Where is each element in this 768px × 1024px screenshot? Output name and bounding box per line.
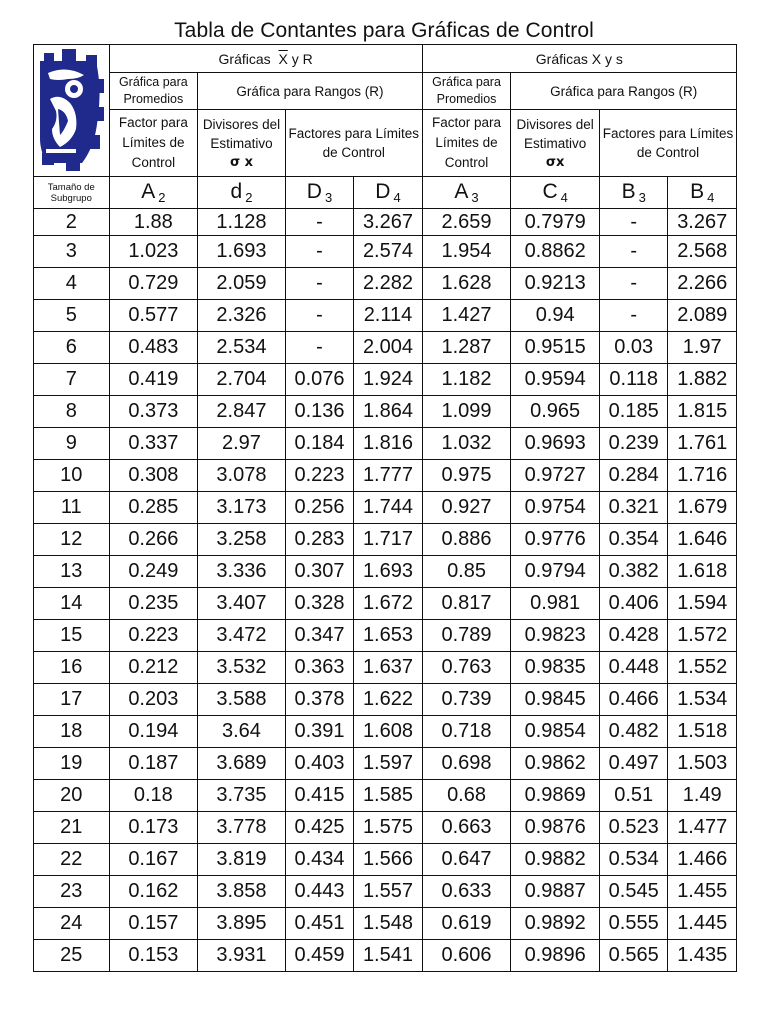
desc-factor-limites-left: Factor para Límites de Control [109,110,198,177]
symbol-letter: D [375,180,391,203]
cell-b4: 1.572 [668,620,737,652]
cell-b4: 1.445 [668,908,737,940]
cell-d3: 0.415 [285,780,353,812]
cell-d2: 3.735 [198,780,286,812]
symbol-subscript: 2 [245,190,253,205]
cell-a2: 1.023 [109,236,198,268]
cell-d4: 1.816 [354,428,422,460]
cell-a3: 1.954 [422,236,511,268]
cell-d3: - [285,268,353,300]
cell-n: 7 [34,364,110,396]
cell-b4: 2.568 [668,236,737,268]
symbol-letter: d [230,180,243,203]
cell-b3: 0.448 [599,652,667,684]
cell-d4: 1.557 [354,876,422,908]
cell-n: 9 [34,428,110,460]
symbol-header-d2-1 [198,177,286,209]
cell-a3: 1.628 [422,268,511,300]
cell-c4: 0.9835 [511,652,600,684]
cell-d2: 3.778 [198,812,286,844]
cell-n: 5 [34,300,110,332]
cell-b4: 1.518 [668,716,737,748]
cell-a3: 0.619 [422,908,511,940]
constants-table [33,44,737,972]
symbol-subscript: 3 [471,190,479,205]
cell-c4: 0.9594 [511,364,600,396]
cell-n: 4 [34,268,110,300]
cell-d3: - [285,332,353,364]
cell-d2: 3.336 [198,556,286,588]
cell-a2: 0.373 [109,396,198,428]
cell-d2: 3.819 [198,844,286,876]
cell-d2: 3.931 [198,940,286,972]
cell-d4: 1.622 [354,684,422,716]
cell-a2: 0.194 [109,716,198,748]
cell-d4: 2.004 [354,332,422,364]
cell-d4: 2.114 [354,300,422,332]
cell-d3: 0.328 [285,588,353,620]
cell-n: 10 [34,460,110,492]
cell-a3: 0.663 [422,812,511,844]
cell-d2: 3.64 [198,716,286,748]
table-row [34,332,737,364]
cell-n: 17 [34,684,110,716]
table-row [34,844,737,876]
cell-c4: 0.9754 [511,492,600,524]
table-row [34,236,737,268]
symbol-header-b3-6 [599,177,667,209]
cell-n: 12 [34,524,110,556]
cell-a3: 0.606 [422,940,511,972]
cell-d4: 1.637 [354,652,422,684]
symbol-header-a2-0 [109,177,198,209]
cell-b3: 0.406 [599,588,667,620]
symbol-subscript: 4 [707,190,715,205]
cell-n: 18 [34,716,110,748]
cell-d3: 0.363 [285,652,353,684]
cell-a2: 0.187 [109,748,198,780]
cell-d4: 1.597 [354,748,422,780]
cell-n: 19 [34,748,110,780]
cell-a2: 0.249 [109,556,198,588]
desc-divisores-left: Divisores del Estimativo σ x [198,110,286,177]
cell-b3: 0.428 [599,620,667,652]
cell-a3: 0.789 [422,620,511,652]
cell-c4: 0.7979 [511,209,600,236]
cell-a3: 0.739 [422,684,511,716]
subhead-promedios-left: Gráfica para Promedios [109,73,198,110]
cell-d4: 1.541 [354,940,422,972]
cell-b3: 0.185 [599,396,667,428]
cell-c4: 0.9823 [511,620,600,652]
cell-a2: 1.88 [109,209,198,236]
cell-a2: 0.577 [109,300,198,332]
cell-d2: 3.895 [198,908,286,940]
cell-a3: 1.099 [422,396,511,428]
symbol-subscript: 4 [560,190,568,205]
cell-a3: 1.427 [422,300,511,332]
cell-a3: 0.633 [422,876,511,908]
cell-b4: 1.761 [668,428,737,460]
table-row [34,364,737,396]
cell-b4: 1.477 [668,812,737,844]
symbol-header-c4-5 [511,177,600,209]
symbol-letter: D [306,180,322,203]
cell-d2: 1.693 [198,236,286,268]
cell-d2: 3.532 [198,652,286,684]
cell-a3: 0.975 [422,460,511,492]
cell-a2: 0.729 [109,268,198,300]
cell-b3: 0.03 [599,332,667,364]
symbol-header-d3-2 [285,177,353,209]
cell-d3: 0.391 [285,716,353,748]
cell-c4: 0.9876 [511,812,600,844]
cell-b4: 2.089 [668,300,737,332]
cell-a3: 0.763 [422,652,511,684]
cell-c4: 0.9869 [511,780,600,812]
cell-d4: 2.282 [354,268,422,300]
cell-b4: 1.466 [668,844,737,876]
table-row [34,492,737,524]
cell-b3: 0.382 [599,556,667,588]
cell-d4: 1.653 [354,620,422,652]
cell-b4: 1.97 [668,332,737,364]
cell-d3: 0.256 [285,492,353,524]
cell-a3: 0.647 [422,844,511,876]
cell-b4: 3.267 [668,209,737,236]
institution-gear-logo-icon [38,49,104,173]
cell-a3: 1.287 [422,332,511,364]
cell-c4: 0.9854 [511,716,600,748]
table-row [34,908,737,940]
desc-factores-limites-right: Factores para Límites de Control [599,110,736,177]
cell-d2: 3.407 [198,588,286,620]
cell-b3: - [599,300,667,332]
cell-a3: 1.032 [422,428,511,460]
cell-b4: 1.815 [668,396,737,428]
symbol-subscript: 4 [393,190,401,205]
cell-a2: 0.153 [109,940,198,972]
cell-d2: 3.078 [198,460,286,492]
cell-n: 2 [34,209,110,236]
cell-n: 16 [34,652,110,684]
cell-b3: 0.534 [599,844,667,876]
desc-factor-limites-right: Factor para Límites de Control [422,110,511,177]
group-header-x-s: Gráficas X y s [422,45,736,73]
cell-d2: 3.689 [198,748,286,780]
cell-b4: 1.435 [668,940,737,972]
subhead-promedios-right: Gráfica para Promedios [422,73,511,110]
cell-d4: 1.777 [354,460,422,492]
cell-b4: 1.534 [668,684,737,716]
cell-a3: 0.817 [422,588,511,620]
cell-b3: 0.321 [599,492,667,524]
cell-d3: 0.459 [285,940,353,972]
symbol-letter: A [141,180,156,203]
cell-n: 6 [34,332,110,364]
symbol-letter: B [621,180,636,203]
cell-b4: 1.552 [668,652,737,684]
table-row [34,876,737,908]
cell-d3: 0.076 [285,364,353,396]
cell-d3: 0.425 [285,812,353,844]
cell-b4: 1.49 [668,780,737,812]
table-row [34,428,737,460]
cell-a2: 0.212 [109,652,198,684]
cell-a3: 2.659 [422,209,511,236]
symbol-header-a3-4 [422,177,511,209]
table-row [34,396,737,428]
cell-b3: - [599,268,667,300]
cell-b3: - [599,236,667,268]
table-row [34,940,737,972]
cell-n: 22 [34,844,110,876]
cell-a2: 0.223 [109,620,198,652]
cell-c4: 0.9794 [511,556,600,588]
cell-n: 13 [34,556,110,588]
desc-divisores-right: Divisores del Estimativo σx [511,110,600,177]
cell-d4: 1.566 [354,844,422,876]
table-row [34,588,737,620]
table-row [34,209,737,236]
cell-d3: 0.403 [285,748,353,780]
cell-d4: 1.608 [354,716,422,748]
cell-a2: 0.235 [109,588,198,620]
cell-b3: 0.482 [599,716,667,748]
cell-d3: 0.347 [285,620,353,652]
cell-c4: 0.9213 [511,268,600,300]
cell-c4: 0.9892 [511,908,600,940]
cell-b3: - [599,209,667,236]
table-row [34,780,737,812]
table-row [34,460,737,492]
cell-b4: 1.503 [668,748,737,780]
logo-cell [34,45,110,177]
subhead-rangos-right: Gráfica para Rangos (R) [511,73,737,110]
cell-d3: 0.451 [285,908,353,940]
cell-a2: 0.162 [109,876,198,908]
cell-b3: 0.523 [599,812,667,844]
cell-c4: 0.981 [511,588,600,620]
cell-d2: 2.97 [198,428,286,460]
table-row [34,716,737,748]
cell-b3: 0.239 [599,428,667,460]
symbol-header-d4-3 [354,177,422,209]
cell-n: 21 [34,812,110,844]
table-row [34,524,737,556]
cell-n: 23 [34,876,110,908]
cell-a2: 0.483 [109,332,198,364]
table-row [34,620,737,652]
cell-b3: 0.354 [599,524,667,556]
cell-a2: 0.266 [109,524,198,556]
cell-a2: 0.419 [109,364,198,396]
cell-d2: 3.588 [198,684,286,716]
cell-d4: 1.717 [354,524,422,556]
cell-b3: 0.51 [599,780,667,812]
cell-a2: 0.308 [109,460,198,492]
table-row [34,684,737,716]
group-header-xbar-r: Gráficas $\overline{X}$ y R [109,45,422,73]
cell-d2: 2.847 [198,396,286,428]
cell-b3: 0.118 [599,364,667,396]
cell-a3: 0.85 [422,556,511,588]
cell-b4: 1.679 [668,492,737,524]
cell-d2: 3.258 [198,524,286,556]
tamano-subgrupo-label: Tamaño de Subgrupo [34,177,110,209]
cell-d2: 2.704 [198,364,286,396]
cell-d4: 1.924 [354,364,422,396]
table-row [34,812,737,844]
cell-n: 20 [34,780,110,812]
cell-b4: 2.266 [668,268,737,300]
cell-a2: 0.18 [109,780,198,812]
cell-c4: 0.965 [511,396,600,428]
symbol-letter: B [690,180,705,203]
desc-factores-limites-left: Factores para Límites de Control [285,110,422,177]
cell-d2: 2.534 [198,332,286,364]
cell-d3: 0.223 [285,460,353,492]
cell-d3: 0.184 [285,428,353,460]
cell-d3: 0.283 [285,524,353,556]
cell-d4: 1.693 [354,556,422,588]
cell-d3: 0.443 [285,876,353,908]
cell-c4: 0.9862 [511,748,600,780]
cell-b4: 1.594 [668,588,737,620]
cell-n: 3 [34,236,110,268]
cell-b4: 1.646 [668,524,737,556]
table-row [34,652,737,684]
cell-d3: - [285,209,353,236]
cell-a2: 0.167 [109,844,198,876]
symbol-subscript: 3 [638,190,646,205]
cell-c4: 0.9896 [511,940,600,972]
cell-d3: 0.136 [285,396,353,428]
cell-d4: 1.744 [354,492,422,524]
cell-d2: 3.858 [198,876,286,908]
cell-n: 11 [34,492,110,524]
cell-a3: 0.927 [422,492,511,524]
cell-a2: 0.173 [109,812,198,844]
cell-d2: 3.472 [198,620,286,652]
cell-a3: 0.68 [422,780,511,812]
cell-a2: 0.337 [109,428,198,460]
cell-a2: 0.157 [109,908,198,940]
cell-n: 8 [34,396,110,428]
cell-c4: 0.9887 [511,876,600,908]
cell-a2: 0.285 [109,492,198,524]
table-row [34,556,737,588]
cell-b3: 0.284 [599,460,667,492]
symbol-subscript: 3 [324,190,333,205]
table-row [34,748,737,780]
symbol-subscript: 2 [158,190,166,205]
cell-c4: 0.9515 [511,332,600,364]
symbol-header-b4-7 [668,177,737,209]
cell-d2: 2.326 [198,300,286,332]
cell-n: 24 [34,908,110,940]
cell-c4: 0.9882 [511,844,600,876]
cell-b4: 1.618 [668,556,737,588]
cell-b3: 0.565 [599,940,667,972]
cell-n: 25 [34,940,110,972]
cell-b4: 1.716 [668,460,737,492]
cell-b4: 1.882 [668,364,737,396]
cell-d3: 0.378 [285,684,353,716]
cell-d4: 1.672 [354,588,422,620]
cell-b3: 0.497 [599,748,667,780]
cell-c4: 0.94 [511,300,600,332]
cell-n: 14 [34,588,110,620]
cell-d4: 3.267 [354,209,422,236]
cell-a3: 0.886 [422,524,511,556]
cell-a3: 1.182 [422,364,511,396]
cell-d4: 1.585 [354,780,422,812]
cell-d2: 2.059 [198,268,286,300]
cell-n: 15 [34,620,110,652]
cell-d2: 3.173 [198,492,286,524]
cell-d2: 1.128 [198,209,286,236]
cell-d4: 1.575 [354,812,422,844]
cell-a2: 0.203 [109,684,198,716]
cell-c4: 0.9693 [511,428,600,460]
cell-b4: 1.455 [668,876,737,908]
cell-c4: 0.8862 [511,236,600,268]
cell-c4: 0.9845 [511,684,600,716]
cell-d3: 0.434 [285,844,353,876]
table-row [34,268,737,300]
cell-a3: 0.718 [422,716,511,748]
cell-d4: 1.864 [354,396,422,428]
cell-d4: 2.574 [354,236,422,268]
cell-a3: 0.698 [422,748,511,780]
symbol-letter: A [454,180,469,203]
cell-b3: 0.466 [599,684,667,716]
cell-b3: 0.555 [599,908,667,940]
subhead-rangos-left: Gráfica para Rangos (R) [198,73,423,110]
cell-d3: 0.307 [285,556,353,588]
table-row [34,300,737,332]
page-title: Tabla de Contantes para Gráficas de Control [174,19,594,42]
symbol-letter: C [542,180,558,203]
cell-d4: 1.548 [354,908,422,940]
cell-d3: - [285,300,353,332]
cell-c4: 0.9776 [511,524,600,556]
cell-c4: 0.9727 [511,460,600,492]
cell-d3: - [285,236,353,268]
cell-b3: 0.545 [599,876,667,908]
